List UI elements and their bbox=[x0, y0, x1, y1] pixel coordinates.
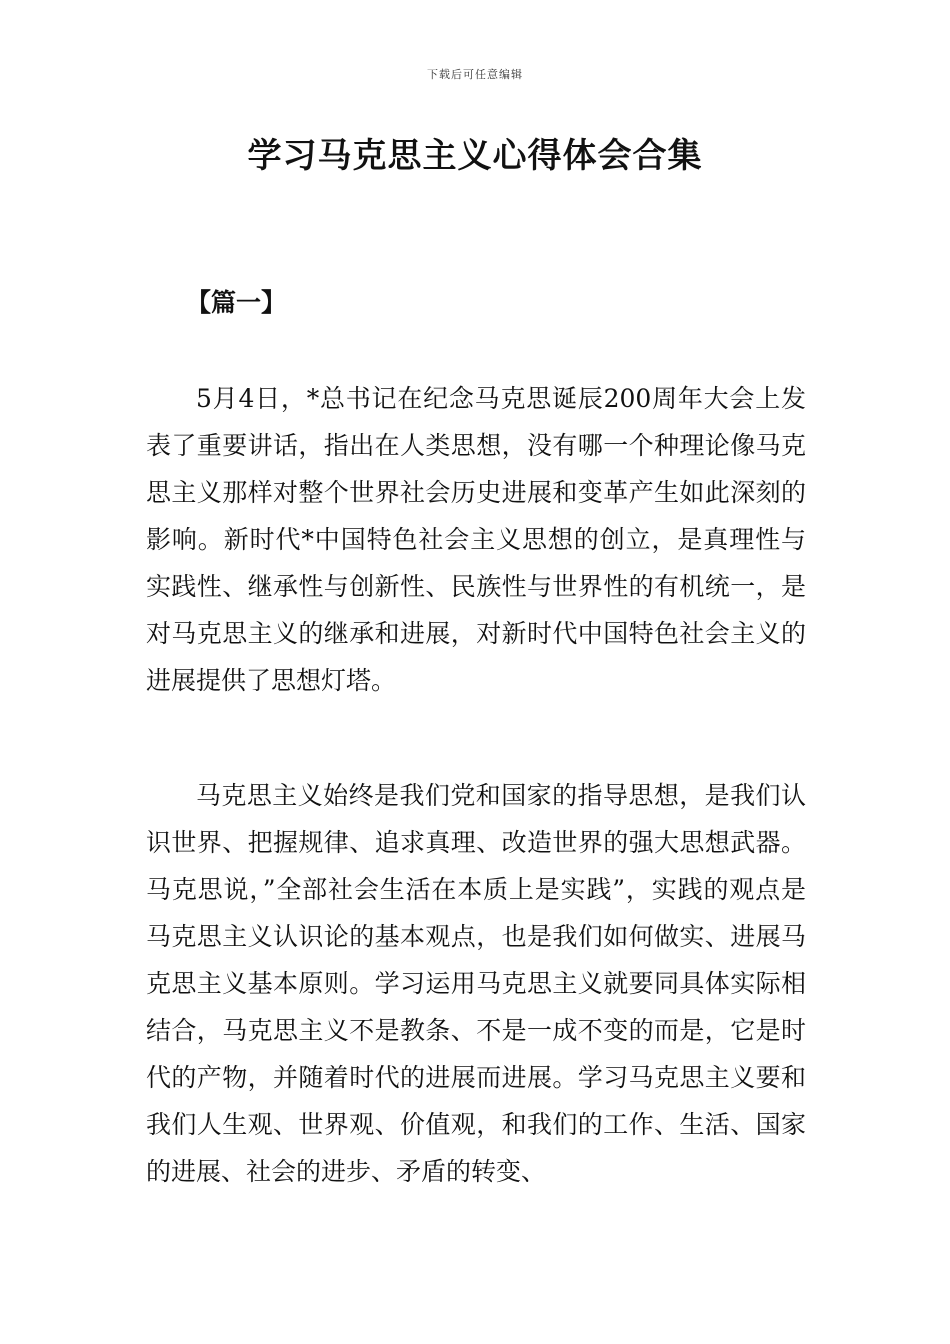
body-paragraph-1: 5月4日，*总书记在纪念马克思诞辰200周年大会上发表了重要讲话，指出在人类思想，没有哪一个种理论像马克思主义那样对整个世界社会历史进展和变革产生如此深刻的影响。新时代*中国特色社会主义思想的创立，是真理性与实践性、继承性与创新性、民族性与世界性的有机统一，是对马克思主义的继承和进展，对新时代中国特色社会主义的进展提供了思想灯塔。 bbox=[146, 384, 806, 695]
header-note: 下载后可任意编辑 bbox=[427, 68, 523, 81]
document-title: 学习马克思主义心得体会合集 bbox=[247, 136, 703, 176]
body-paragraph-2: 马克思主义始终是我们党和国家的指导思想，是我们认识世界、把握规律、追求真理、改造世界的强大思想武器。马克思说，”全部社会生活在本质上是实践”，实践的观点是马克思主义认识论的基本观点，也是我们如何做实、进展马克思主义基本原则。学习运用马克思主义就要同具体实际相结合，马克思主义不是教条、不是一成不变的而是，它是时代的产物，并随着时代的进展而进展。学习马克思主义要和我们人生观、世界观、价值观，和我们的工作、生活、国家的进展、社会的进步、矛盾的转变、 bbox=[146, 781, 806, 1186]
section-heading: 【篇一】 bbox=[186, 288, 287, 317]
